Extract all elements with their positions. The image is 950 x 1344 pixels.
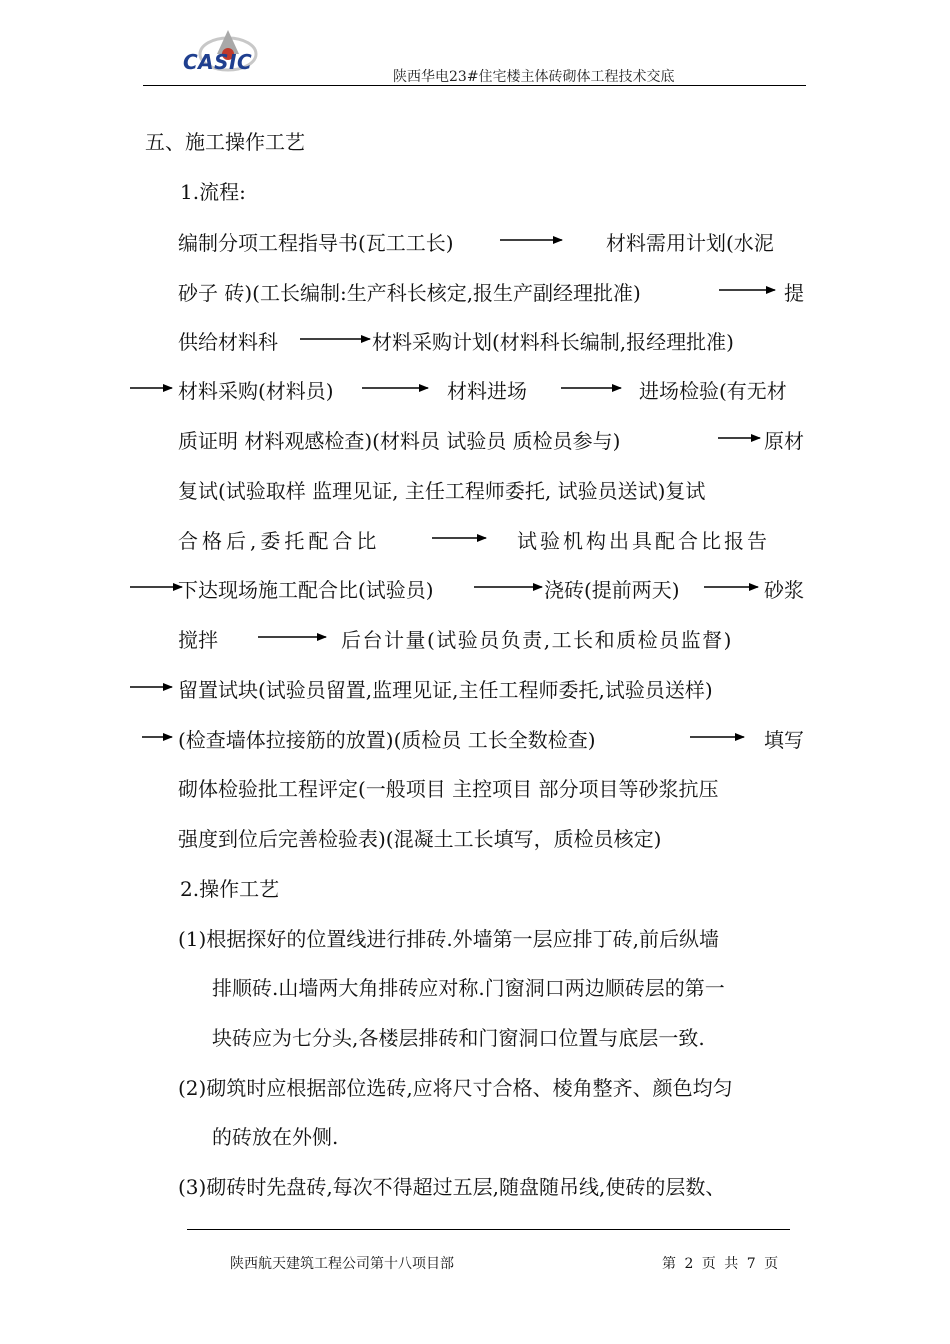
arrow-icon [500, 233, 566, 247]
subheading-flow: 1.流程: [180, 180, 246, 204]
flow-step: 砌体检验批工程评定(一般项目 主控项目 部分项目等砂浆抗压 [178, 777, 719, 801]
flow-step: 搅拌 [178, 628, 218, 652]
casic-logo [183, 24, 273, 74]
page-number: 第 2 页 共 7 页 [662, 1256, 779, 1272]
flow-step: 进场检验(有无材 [639, 379, 787, 403]
list-item-continuation: 排顺砖.山墙两大角排砖应对称.门窗洞口两边顺砖层的第一 [212, 976, 725, 1000]
flow-step: 填写 [764, 728, 804, 752]
header-rule [143, 85, 806, 86]
footer-company: 陕西航天建筑工程公司第十八项目部 [230, 1256, 454, 1272]
flow-step: 编制分项工程指导书(瓦工工长) [178, 231, 454, 255]
list-item: (1)根据探好的位置线进行排砖.外墙第一层应排丁砖,前后纵墙 [178, 927, 720, 951]
flow-step: 提 [784, 281, 804, 305]
arrow-icon [130, 381, 176, 395]
subheading-operation: 2.操作工艺 [180, 877, 280, 901]
flow-step: 原材 [764, 429, 804, 453]
list-item-continuation: 的砖放在外侧. [212, 1125, 339, 1149]
flow-step: 留置试块(试验员留置,监理见证,主任工程师委托,试验员送样) [178, 678, 713, 702]
logo-text: CASIC [183, 50, 253, 74]
arrow-icon [718, 431, 764, 445]
flow-step: (检查墙体拉接筋的放置)(质检员 工长全数检查) [178, 728, 596, 752]
section-title: 五、施工操作工艺 [145, 130, 305, 154]
flow-step: 材料需用计划(水泥 [606, 231, 774, 255]
flow-step: 试验机构出具配合比报告 [517, 529, 770, 553]
flow-step: 砂子 砖)(工长编制:生产科长核定,报生产副经理批准) [178, 281, 641, 305]
flow-step: 浇砖(提前两天) [544, 578, 680, 602]
list-item-continuation: 块砖应为七分头,各楼层排砖和门窗洞口位置与底层一致. [212, 1026, 705, 1050]
list-item: (2)砌筑时应根据部位选砖,应将尺寸合格、棱角整齐、颜色均匀 [178, 1076, 733, 1100]
flow-step: 复试(试验取样 监理见证, 主任工程师委托, 试验员送试)复试 [178, 479, 706, 503]
arrow-icon [704, 580, 762, 594]
flow-step: 下达现场施工配合比(试验员) [178, 578, 434, 602]
arrow-icon [719, 283, 779, 297]
flow-step: 合格后,委托配合比 [178, 529, 381, 553]
flow-step: 后台计量(试验员负责,工长和质检员监督) [341, 628, 733, 652]
flow-step: 材料采购计划(材料科长编制,报经理批准) [372, 330, 734, 354]
arrow-icon [362, 381, 432, 395]
arrow-icon [474, 580, 546, 594]
flow-step: 材料进场 [447, 379, 527, 403]
arrow-icon [432, 531, 490, 545]
flow-step: 材料采购(材料员) [178, 379, 334, 403]
flow-step: 强度到位后完善检验表)(混凝土工长填写，质检员核定) [178, 827, 662, 851]
arrow-icon [561, 381, 625, 395]
arrow-icon [258, 630, 330, 644]
flow-step: 质证明 材料观感检查)(材料员 试验员 质检员参与) [178, 429, 621, 453]
footer-rule [187, 1229, 790, 1230]
flow-step: 砂浆 [764, 578, 804, 602]
arrow-icon [690, 730, 748, 744]
arrow-icon [130, 680, 176, 694]
arrow-icon [142, 730, 176, 744]
list-item: (3)砌砖时先盘砖,每次不得超过五层,随盘随吊线,使砖的层数、 [178, 1175, 726, 1199]
document-title: 陕西华电23#住宅楼主体砖砌体工程技术交底 [393, 69, 675, 85]
arrow-icon [300, 332, 374, 346]
flow-step: 供给材料科 [178, 330, 278, 354]
